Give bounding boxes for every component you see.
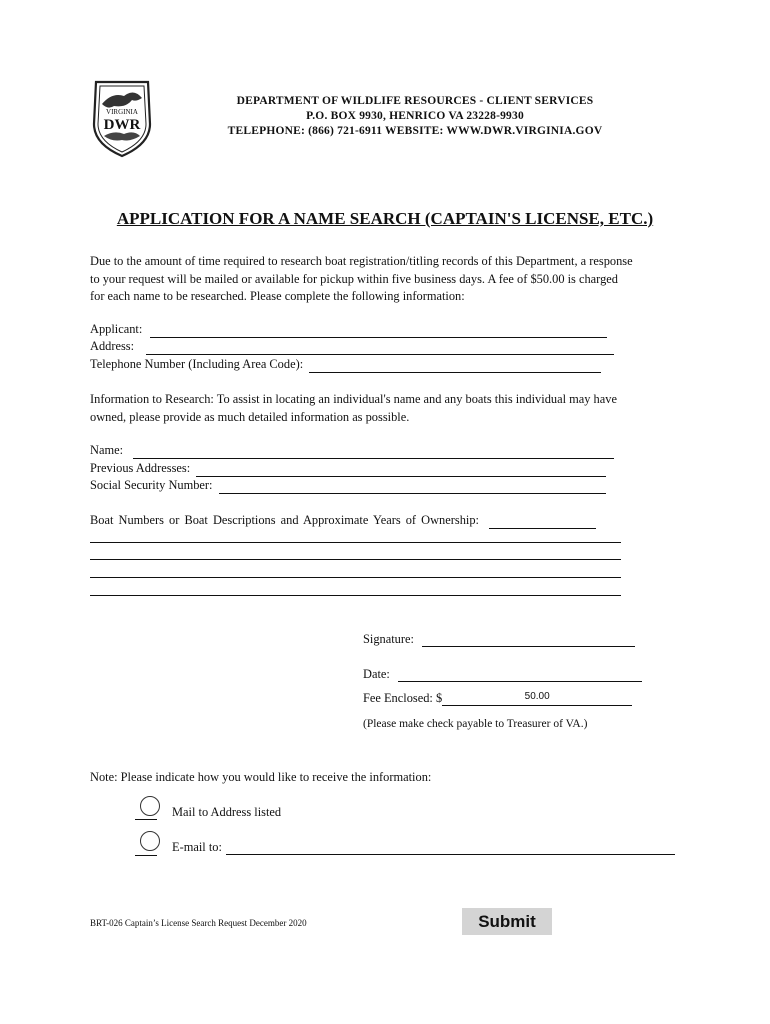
- agency-header: [160, 94, 670, 139]
- email-row: [172, 840, 675, 855]
- date-row: [363, 667, 642, 682]
- dwr-logo: [90, 78, 154, 158]
- address-label: Address:: [90, 339, 135, 353]
- signature-label: Signature:: [363, 632, 414, 646]
- boat-line-3[interactable]: [90, 559, 621, 560]
- applicant-label: Applicant:: [90, 322, 143, 336]
- ssn-label: Social Security Number:: [90, 478, 213, 492]
- email-field[interactable]: [226, 842, 675, 855]
- header-line-2: P.O. BOX 9930, HENRICO VA 23228-9930: [306, 110, 524, 122]
- logo-top-text: VIRGINIA: [106, 108, 138, 116]
- boat-field-first[interactable]: [489, 516, 596, 529]
- boat-line-5[interactable]: [90, 595, 621, 596]
- fee-enclosed-field[interactable]: 50.00: [442, 691, 632, 706]
- ssn-row: [90, 477, 606, 494]
- mail-option-label: Mail to Address listed: [172, 805, 282, 819]
- header-line-1: DEPARTMENT OF WILDLIFE RESOURCES - CLIENT SERVICES: [236, 95, 594, 107]
- info-paragraph: Information to Research: To assist in locating an individual's name and any boats this individual may have owned, please provide as much detailed information as possible.: [90, 392, 617, 424]
- telephone-label: Telephone Number (Including Area Code):: [90, 357, 304, 371]
- email-radio[interactable]: [140, 831, 160, 851]
- signature-row: [363, 632, 635, 647]
- submit-button[interactable]: Submit: [462, 908, 552, 935]
- boat-line-4[interactable]: [90, 577, 621, 578]
- boat-label: Boat Numbers or Boat Descriptions and Approximate Years of Ownership:: [90, 513, 479, 527]
- date-label: Date:: [363, 667, 390, 681]
- fee-label: Fee Enclosed: $: [363, 691, 443, 705]
- boat-row: [90, 512, 596, 529]
- signature-field[interactable]: [422, 634, 635, 647]
- name-row: [90, 442, 614, 459]
- telephone-field[interactable]: [309, 360, 601, 373]
- fee-row: [363, 691, 632, 706]
- applicant-row: [90, 321, 607, 338]
- name-label: Name:: [90, 443, 124, 457]
- payable-note: (Please make check payable to Treasurer of VA.): [363, 718, 588, 730]
- name-field[interactable]: [133, 446, 614, 459]
- logo-main-text: DWR: [103, 117, 141, 133]
- intro-paragraph: Due to the amount of time required to research boat registration/titling records of this Department, a response to your request will be mailed or available for pickup within five business days. A fee of $50.00 is charged for each name to be researched. Please complete the following information:: [90, 254, 633, 303]
- previous-addresses-field[interactable]: [196, 464, 606, 477]
- form-title: APPLICATION FOR A NAME SEARCH (CAPTAIN'S LICENSE, ETC.): [116, 209, 654, 228]
- telephone-row: [90, 356, 601, 373]
- ssn-field[interactable]: [219, 481, 606, 494]
- mail-radio[interactable]: [140, 796, 160, 816]
- address-field[interactable]: [146, 342, 614, 355]
- boat-line-2[interactable]: [90, 542, 621, 543]
- date-field[interactable]: [398, 669, 642, 682]
- address-row: [90, 338, 614, 355]
- form-footer: BRT-026 Captain’s License Search Request December 2020: [90, 918, 307, 928]
- email-option-label: E-mail to:: [172, 840, 222, 854]
- header-line-3: TELEPHONE: (866) 721-6911 WEBSITE: WWW.DWR.VIRGINIA.GOV: [227, 125, 603, 137]
- previous-addresses-row: [90, 460, 606, 477]
- applicant-field[interactable]: [150, 325, 607, 338]
- previous-addresses-label: Previous Addresses:: [90, 461, 191, 475]
- delivery-note: Note: Please indicate how you would like to receive the information:: [90, 770, 432, 784]
